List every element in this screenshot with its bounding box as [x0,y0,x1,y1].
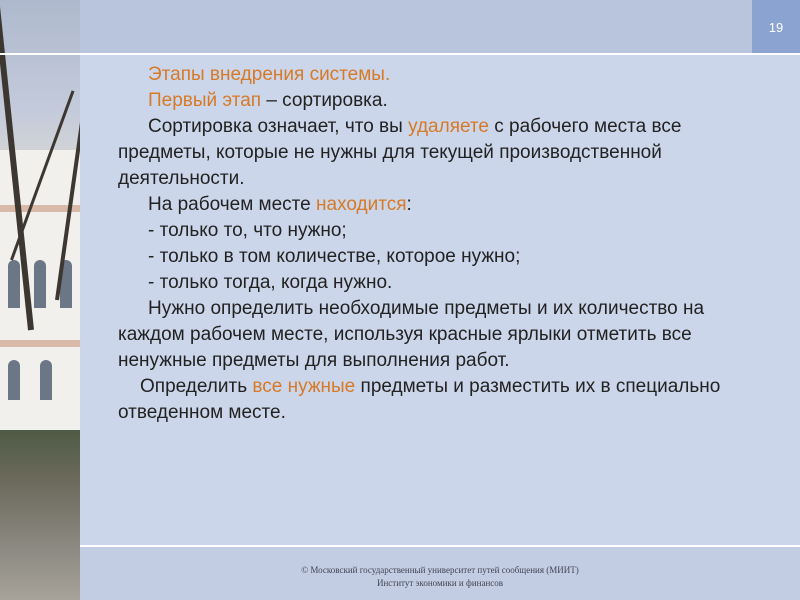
footer [80,547,800,600]
building-window [8,360,20,400]
paragraph-text: На рабочем месте [148,194,317,215]
paragraph-sorting [118,114,748,192]
header-bar [80,0,800,54]
list-item: - только то, что нужно; [148,220,347,241]
building-window [34,260,46,308]
ground [0,430,80,600]
list-item: - только тогда, когда нужно. [148,272,393,293]
slide-body [118,62,748,426]
paragraph-text: с рабочего места все предметы, которые не нужны для текущей производственной деятельности. [118,116,682,189]
paragraph-identify: Нужно определить необходимые предметы и их количество на каждом рабочем месте, используя красные ярлыки отметить все ненужные предметы для выполнения работ. [118,298,705,371]
building-image [0,150,80,430]
building-window [40,360,52,400]
footer-institute: Институт экономики и финансов [376,578,504,588]
paragraph-arrange [118,374,748,426]
list-item: - только в том количестве, которое нужно; [148,246,521,267]
footer-university: © Московский государственный университет путей сообщения (МИИТ) [301,565,579,575]
slide-number: 19 [752,0,800,54]
highlight-all-needed: все нужные [252,376,356,397]
paragraph-text: : [406,194,412,215]
paragraph-text: Сортировка означает, что вы [148,116,409,137]
paragraph-text: предметы и разместить их в специально отведенном месте. [118,376,721,423]
background-photo [0,0,80,600]
paragraph-text: Определить [140,376,253,397]
building-window [8,260,20,308]
slide-title: Этапы внедрения системы. [148,64,391,85]
building-cornice [0,340,80,347]
highlight-located: находится [316,194,407,215]
highlight-remove: удаляете [408,116,489,137]
stage-line [118,88,748,114]
stage-highlight: Первый этап [148,90,262,111]
paragraph-workplace [118,192,748,218]
stage-text: – сортировка. [261,90,388,111]
